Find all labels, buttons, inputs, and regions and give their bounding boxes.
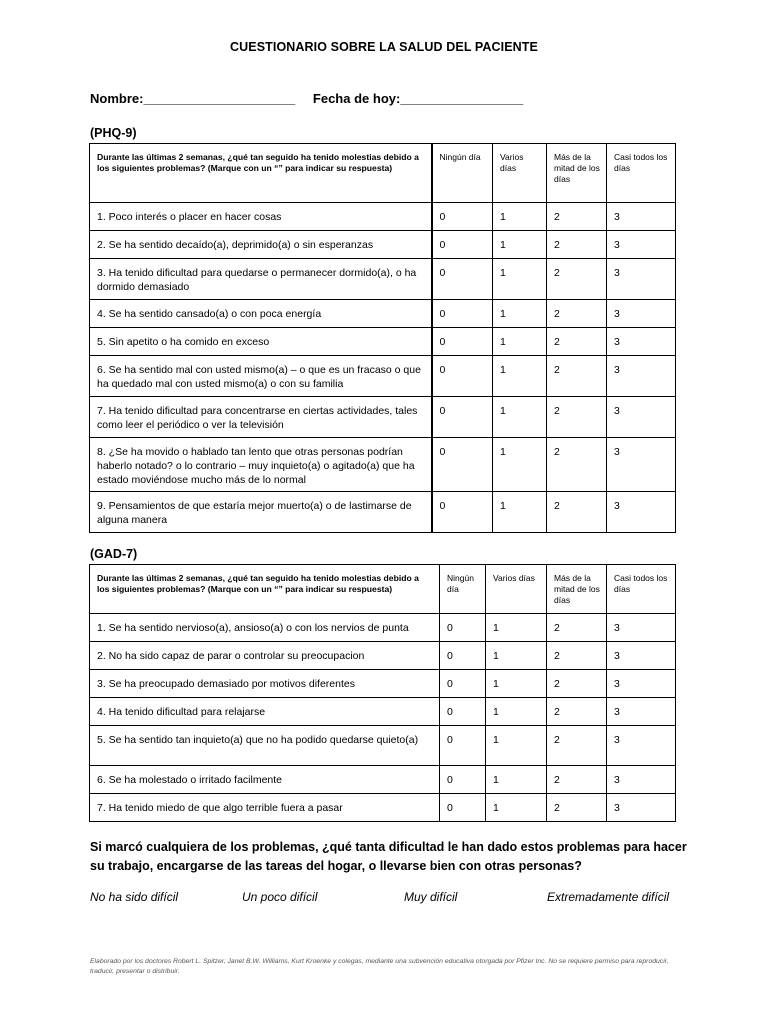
phq9-question-header: Durante las últimas 2 semanas, ¿qué tan seguido ha tenido molestias debido a los siguientes problemas? (Marque con un “” para indicar su respuesta)	[90, 144, 432, 203]
score-cell[interactable]: 3	[607, 492, 676, 533]
score-cell[interactable]: 3	[607, 231, 676, 259]
phq9-column-header: Casi todos los días	[607, 144, 676, 203]
score-cell[interactable]: 3	[607, 203, 676, 231]
gad7-column-header: Casi todos los días	[607, 565, 676, 614]
difficulty-question: Si marcó cualquiera de los problemas, ¿qué tanta dificultad le han dado estos problemas para hacer su trabajo, encargarse de las tareas del hogar, o llevarse bien con otras personas?	[90, 840, 687, 873]
score-cell[interactable]: 2	[547, 642, 607, 670]
phq9-column-header: Varios días	[493, 144, 547, 203]
question-text: 1. Poco interés o placer en hacer cosas	[90, 203, 432, 231]
phq9-column-header: Más de la mitad de los días	[547, 144, 607, 203]
score-cell[interactable]: 2	[547, 231, 607, 259]
score-cell[interactable]: 1	[493, 492, 547, 533]
score-cell[interactable]: 2	[547, 328, 607, 356]
score-cell[interactable]: 0	[432, 438, 493, 492]
score-cell[interactable]: 0	[440, 794, 486, 822]
question-row	[90, 397, 676, 438]
question-text: 7. Ha tenido dificultad para concentrarse en ciertas actividades, tales como leer el periódico o ver la televisión	[90, 397, 432, 438]
score-cell[interactable]: 0	[440, 698, 486, 726]
question-text: 6. Se ha molestado o irritado facilmente	[90, 766, 440, 794]
page-title: CUESTIONARIO SOBRE LA SALUD DEL PACIENTE	[230, 40, 538, 54]
score-cell[interactable]: 0	[440, 670, 486, 698]
score-cell[interactable]: 1	[486, 614, 547, 642]
gad7-question-header: Durante las últimas 2 semanas, ¿qué tan seguido ha tenido molestias debido a los siguientes problemas? (Marque con un “” para indicar su respuesta)	[90, 565, 440, 614]
question-text: 4. Se ha sentido cansado(a) o con poca energía	[90, 300, 432, 328]
score-cell[interactable]: 2	[547, 397, 607, 438]
date-field-label[interactable]: Fecha de hoy:_________________	[312, 91, 524, 106]
score-cell[interactable]: 3	[607, 328, 676, 356]
score-cell[interactable]: 1	[493, 300, 547, 328]
score-cell[interactable]: 2	[547, 766, 607, 794]
score-cell[interactable]: 2	[547, 698, 607, 726]
question-text: 2. Se ha sentido decaído(a), deprimido(a) o sin esperanzas	[90, 231, 432, 259]
difficulty-option[interactable]: Extremadamente difícil	[547, 890, 670, 904]
score-cell[interactable]: 2	[547, 726, 607, 766]
score-cell[interactable]: 0	[432, 328, 493, 356]
gad7-section-label: (GAD-7)	[90, 547, 138, 561]
score-cell[interactable]: 0	[440, 726, 486, 766]
score-cell[interactable]: 0	[432, 231, 493, 259]
question-text: 4. Ha tenido dificultad para relajarse	[90, 698, 440, 726]
phq9-column-header: Ningún día	[432, 144, 493, 203]
phq9-table	[89, 143, 676, 533]
score-cell[interactable]: 1	[493, 259, 547, 300]
question-row	[90, 766, 676, 794]
score-cell[interactable]: 1	[486, 726, 547, 766]
question-row	[90, 670, 676, 698]
question-row	[90, 698, 676, 726]
score-cell[interactable]: 2	[547, 614, 607, 642]
gad7-column-header: Ningún día	[440, 565, 486, 614]
score-cell[interactable]: 0	[432, 492, 493, 533]
score-cell[interactable]: 3	[607, 670, 676, 698]
score-cell[interactable]: 2	[547, 438, 607, 492]
name-field-label[interactable]: Nombre:_____________________	[90, 91, 296, 106]
question-row	[90, 438, 676, 492]
question-text: 6. Se ha sentido mal con usted mismo(a) – o que es un fracaso o que ha quedado mal con usted mismo(a) o con su familia	[90, 356, 432, 397]
question-row	[90, 203, 676, 231]
question-text: 9. Pensamientos de que estaría mejor muerto(a) o de lastimarse de alguna manera	[90, 492, 432, 533]
score-cell[interactable]: 2	[547, 300, 607, 328]
question-row	[90, 259, 676, 300]
score-cell[interactable]: 2	[547, 492, 607, 533]
question-text: 5. Se ha sentido tan inquieto(a) que no ha podido quedarse quieto(a)	[90, 726, 440, 766]
score-cell[interactable]: 1	[486, 642, 547, 670]
score-cell[interactable]: 2	[547, 670, 607, 698]
score-cell[interactable]: 0	[440, 614, 486, 642]
phq9-section-label: (PHQ-9)	[90, 126, 137, 140]
gad7-column-header: Más de la mitad de los días	[547, 565, 607, 614]
score-cell[interactable]: 0	[432, 300, 493, 328]
difficulty-option[interactable]: Muy difícil	[404, 890, 458, 904]
score-cell[interactable]: 0	[432, 259, 493, 300]
score-cell[interactable]: 1	[486, 794, 547, 822]
score-cell[interactable]: 3	[607, 698, 676, 726]
question-row	[90, 231, 676, 259]
score-cell[interactable]: 1	[486, 766, 547, 794]
question-row	[90, 356, 676, 397]
score-cell[interactable]: 2	[547, 259, 607, 300]
difficulty-option[interactable]: Un poco difícil	[242, 890, 318, 904]
question-row	[90, 794, 676, 822]
gad7-table	[89, 564, 676, 822]
score-cell[interactable]: 0	[440, 766, 486, 794]
question-row	[90, 642, 676, 670]
question-text: 5. Sin apetito o ha comido en exceso	[90, 328, 432, 356]
score-cell[interactable]: 3	[607, 356, 676, 397]
score-cell[interactable]: 3	[607, 726, 676, 766]
score-cell[interactable]: 3	[607, 259, 676, 300]
score-cell[interactable]: 3	[607, 300, 676, 328]
score-cell[interactable]: 0	[432, 397, 493, 438]
gad7-header-row	[90, 565, 676, 614]
phq9-header-row	[90, 144, 676, 203]
score-cell[interactable]: 0	[440, 642, 486, 670]
score-cell[interactable]: 3	[607, 642, 676, 670]
score-cell[interactable]: 2	[547, 203, 607, 231]
gad7-column-header: Varios días	[486, 565, 547, 614]
score-cell[interactable]: 0	[432, 356, 493, 397]
score-cell[interactable]: 1	[486, 670, 547, 698]
score-cell[interactable]: 1	[493, 356, 547, 397]
score-cell[interactable]: 3	[607, 397, 676, 438]
difficulty-option[interactable]: No ha sido difícil	[90, 890, 179, 904]
question-row	[90, 492, 676, 533]
question-text: 1. Se ha sentido nervioso(a), ansioso(a) o con los nervios de punta	[90, 614, 440, 642]
score-cell[interactable]: 1	[493, 203, 547, 231]
name-date-line	[90, 91, 523, 106]
question-row	[90, 300, 676, 328]
question-row	[90, 614, 676, 642]
score-cell[interactable]: 0	[432, 203, 493, 231]
score-cell[interactable]: 3	[607, 794, 676, 822]
score-cell[interactable]: 1	[493, 397, 547, 438]
question-text: 3. Se ha preocupado demasiado por motivos diferentes	[90, 670, 440, 698]
question-text: 8. ¿Se ha movido o hablado tan lento que otras personas podrían haberlo notado? o lo contrario – muy inquieto(a) o agitado(a) que ha estado moviéndose mucho más de lo normal	[90, 438, 432, 492]
score-cell[interactable]: 1	[493, 328, 547, 356]
score-cell[interactable]: 1	[493, 231, 547, 259]
score-cell[interactable]: 2	[547, 794, 607, 822]
question-text: 7. Ha tenido miedo de que algo terrible fuera a pasar	[90, 794, 440, 822]
question-text: 3. Ha tenido dificultad para quedarse o permanecer dormido(a), o ha dormido demasiado	[90, 259, 432, 300]
question-text: 2. No ha sido capaz de parar o controlar su preocupacion	[90, 642, 440, 670]
score-cell[interactable]: 3	[607, 766, 676, 794]
score-cell[interactable]: 3	[607, 614, 676, 642]
score-cell[interactable]: 1	[486, 698, 547, 726]
question-row	[90, 726, 676, 766]
credit-note: Elaborado por los doctores Robert L. Spitzer, Janet B.W. Williams, Kurt Kroenke y colegas, mediante una subvención educativa otorgada por Pfizer Inc. No se requiere permiso para reproducir, traducir, presentar o distribuir.	[90, 958, 669, 975]
question-row	[90, 328, 676, 356]
score-cell[interactable]: 1	[493, 438, 547, 492]
score-cell[interactable]: 3	[607, 438, 676, 492]
score-cell[interactable]: 2	[547, 356, 607, 397]
